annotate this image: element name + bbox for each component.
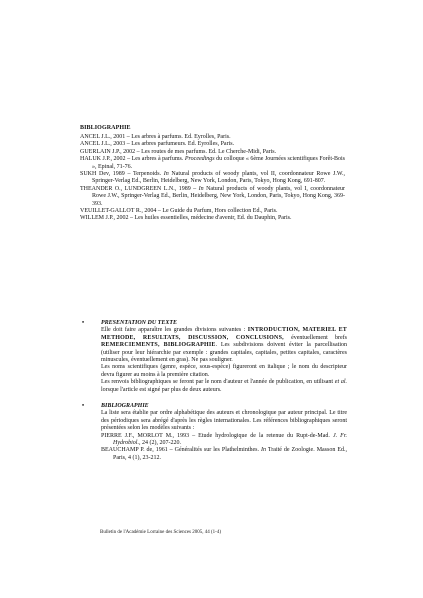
text-run: Elle doit faire apparaître les grandes divisions suivantes : [101, 327, 248, 334]
paragraph: Les noms scientifiques (genre, espèce, sous-espèce) figureront en italique ; le nom du descripteur devra figurer au moins à la première citation. [101, 364, 347, 378]
text-run: BEAUCHAMP P. de, 1961 – Généralités sur les Plathelminthes. [101, 447, 261, 454]
bibliography-section [80, 125, 345, 223]
bibliography-rules-title [79, 403, 347, 410]
text-run: éventuellement brefs [283, 334, 347, 341]
text-run-italic: J. Fr. Hydrobiol. [113, 432, 347, 447]
reference-text: SUKH Dev, 1989 – Terpenoids. [80, 171, 164, 178]
text-run-italic: et al. [334, 379, 348, 386]
text-run-bold: REMERCIEMENTS, BIBLIOGRAPHIE [101, 342, 216, 349]
reference-text: du colloque « 6ème Journées scientifiques Forêt-Bois », Epinal, 71-76. [92, 156, 345, 170]
text-run: Les renvois bibliographiques se feront par le nom d'auteur et l'année de publication, en utilisant [101, 379, 335, 386]
bibliography-rules-section [79, 403, 347, 462]
reference-item: GUERLAIN J.P., 2002 – Les routes de mes parfums. Ed. Le Cherche-Midi, Paris. [80, 148, 277, 155]
reference-italic: Proceedings [184, 156, 215, 163]
reference-text: Natural products of woody plants, vol I, coordonnateur Rowe J.W., Springer-Verlag Ed., Berlin, Heidelberg, New York, London, Paris, Tokyo, Hong Kong, 369-393. [92, 185, 345, 207]
reference-item: VEUILLET-GALLOT R., 2004 – Le Guide du Parfum, Hors collection Ed., Paris. [80, 208, 278, 215]
reference-italic: In [198, 185, 204, 192]
text-run: Traité de Zoologie. Masson Ed., Paris, 4 (1), 23-212. [113, 447, 347, 461]
presentation-title [79, 320, 347, 327]
example-references [101, 433, 347, 463]
text-run: , 24 (2), 207-220. [138, 440, 181, 447]
reference-item: WILLEM J.P., 2002 – Les huiles essentielles, médecine d'avenir, Ed. du Dauphin, Paris. [80, 215, 292, 222]
text-run: PIERRE J.F., MORLOT M., 1993 – Etude hydrologique de la retenue du Rupt-de-Mad. [101, 432, 333, 439]
presentation-section [79, 320, 347, 394]
bullet-icon: • [82, 403, 85, 409]
paragraph: La liste sera établie par ordre alphabétique des auteurs et chronologique par auteur principal. Le titre des périodiques sera abrégé d'après les règles internationales. Les références bibliographiques seront présentées selon les modèles suivants : [101, 410, 347, 432]
text-run: . Les subdivisions doivent éviter la parcellisation (utiliser pour leur hiérarchie par exemple : grandes capitales, capitales, petites capitales, caractères minuscules, éventuellement en gras). Ne pas souligner. [101, 342, 347, 364]
reference-text: HALUK J.P., 2002 – Les arbres à parfums. [80, 156, 185, 163]
reference-item: ANCEL J.L., 2001 – Les arbres à parfums. Ed. Eyrolles, Paris. [80, 134, 231, 140]
reference-item [80, 156, 345, 171]
reference-item [80, 186, 345, 208]
section-title-text: PRESENTATION DU TEXTE [101, 320, 178, 326]
text-run-bold: INTRODUCTION, MATERIEL ET METHODE, RESULTATS, DISCUSSION, CONCLUSIONS, [101, 327, 347, 341]
presentation-body [101, 327, 347, 394]
bullet-icon: • [82, 320, 85, 326]
paragraph [101, 379, 347, 394]
bibliography-heading: BIBLIOGRAPHIE [80, 125, 131, 131]
paragraph [101, 327, 347, 364]
text-run-italic: In [260, 447, 266, 454]
section-title-text: BIBLIOGRAPHIE [101, 403, 149, 409]
reference-item [80, 171, 345, 186]
reference-italic: In [163, 171, 169, 178]
reference-text: Natural products of woody plants, vol II, coordonnateur Rowe J.W., Springer-Verlag Ed., Berlin, Heidelberg, New York, London, Paris, Tokyo, Hong Kong, 691-807. [92, 171, 346, 185]
example-reference [101, 433, 347, 448]
reference-text: THEANDER O., LUNDGREEN L.N., 1989 – [80, 185, 199, 192]
reference-item: ANCEL J.L., 2003 – Les arbres parfumeurs. Ed. Eyrolles, Paris. [80, 141, 235, 148]
text-run: lorsque l'article est signé par plus de deux auteurs. [101, 386, 222, 393]
example-reference [101, 447, 347, 462]
bibliography-rules-body [101, 410, 347, 432]
page-footer: Bulletin de l'Académie Lorraine des Sciences 2005, 44 (1-4) [100, 530, 222, 535]
